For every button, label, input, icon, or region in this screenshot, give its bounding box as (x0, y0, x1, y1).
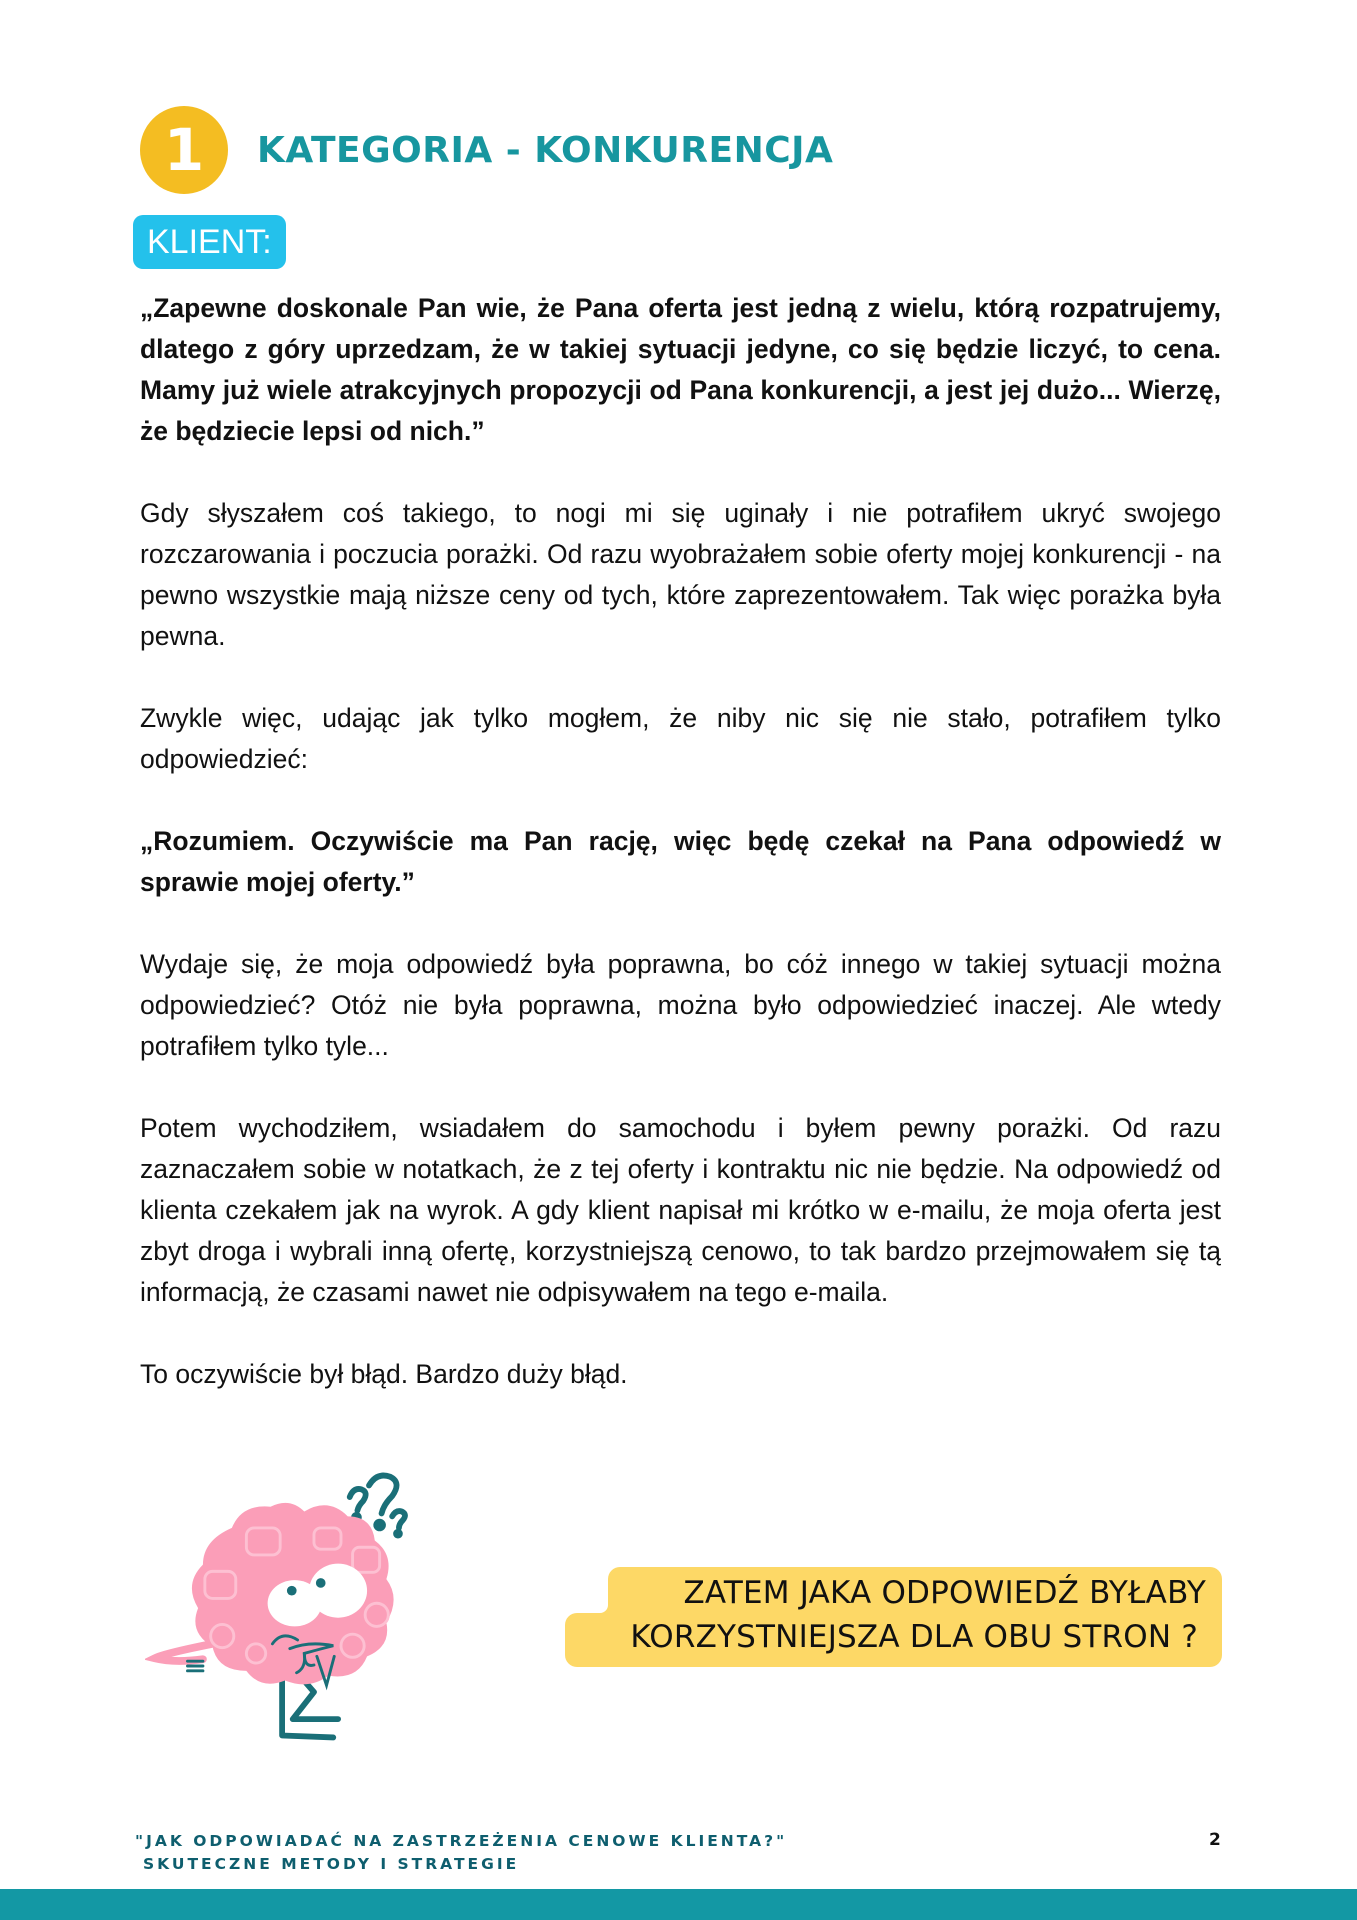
paragraph: To oczywiście był błąd. Bardzo duży błąd. (140, 1359, 628, 1389)
footer-line-1: "JAK ODPOWIADAĆ NA ZASTRZEŻENIA CENOWE KLIENTA?" (135, 1832, 788, 1850)
paragraph: Zwykle więc, udając jak tylko mogłem, że niby nic się nie stało, potrafiłem tylko odpowiedzieć: (140, 703, 1221, 774)
footer-title (135, 1830, 787, 1876)
hand-icon (187, 1661, 202, 1671)
salesperson-quote: „Rozumiem. Oczywiście ma Pan rację, więc będę czekał na Pana odpowiedź w sprawie mojej oferty.” (140, 826, 1221, 897)
paragraph: Potem wychodziłem, wsiadałem do samochodu i byłem pewny porażki. Od razu zaznaczałem sobie w notatkach, że z tej oferty i kontraktu nic nie będzie. Na odpowiedź od klienta czekałem jak na wyrok. A gdy klient napisał mi krótko w e-mailu, że moja oferta jest zbyt droga i wybrali inną ofertę, korzystniejszą cenowo, to tak bardzo przejmowałem się tą informacją, że czasami nawet nie odpisywałem na tego e-maila. (140, 1113, 1221, 1307)
section-header (140, 106, 833, 194)
paragraph: Gdy słyszałem coś takiego, to nogi mi się uginały i nie potrafiłem ukryć swojego rozczarowania i poczucia porażki. Od razu wyobrażałem sobie oferty mojej konkurencji - na pewno wszystkie mają niższe ceny od tych, które zaprezentowałem. Tak więc porażka była pewna. (140, 498, 1221, 651)
page-number: 2 (1209, 1830, 1221, 1850)
callout-question (565, 1567, 1222, 1667)
callout-line-1: ZATEM JAKA ODPOWIEDŹ BYŁABY (683, 1575, 1206, 1611)
thinking-brain-illustration (145, 1470, 425, 1750)
speaker-label: KLIENT: (133, 215, 286, 269)
callout-line-2: KORZYSTNIEJSZA DLA OBU STRON ? (630, 1619, 1198, 1655)
footer-line-2: SKUTECZNE METODY I STRATEGIE (143, 1855, 520, 1873)
body-text (140, 288, 1221, 1436)
client-quote: „Zapewne doskonale Pan wie, że Pana oferta jest jedną z wielu, którą rozpatrujemy, dlatego z góry uprzedzam, że w takiej sytuacji jedyne, co się będzie liczyć, to cena. Mamy już wiele atrakcyjnych propozycji od Pana konkurencji, a jest jej dużo... Wierzę, że będziecie lepsi od nich.” (140, 293, 1221, 446)
section-number-badge: 1 (140, 106, 228, 194)
arm (155, 1644, 213, 1661)
footer-bar (0, 1889, 1357, 1920)
paragraph: Wydaje się, że moja odpowiedź była poprawna, bo cóż innego w takiej sytuacji można odpowiedzieć? Otóż nie była poprawna, można było odpowiedzieć inaczej. Ale wtedy potrafiłem tylko tyle... (140, 949, 1221, 1061)
section-title: KATEGORIA - KONKURENCJA (257, 129, 834, 171)
